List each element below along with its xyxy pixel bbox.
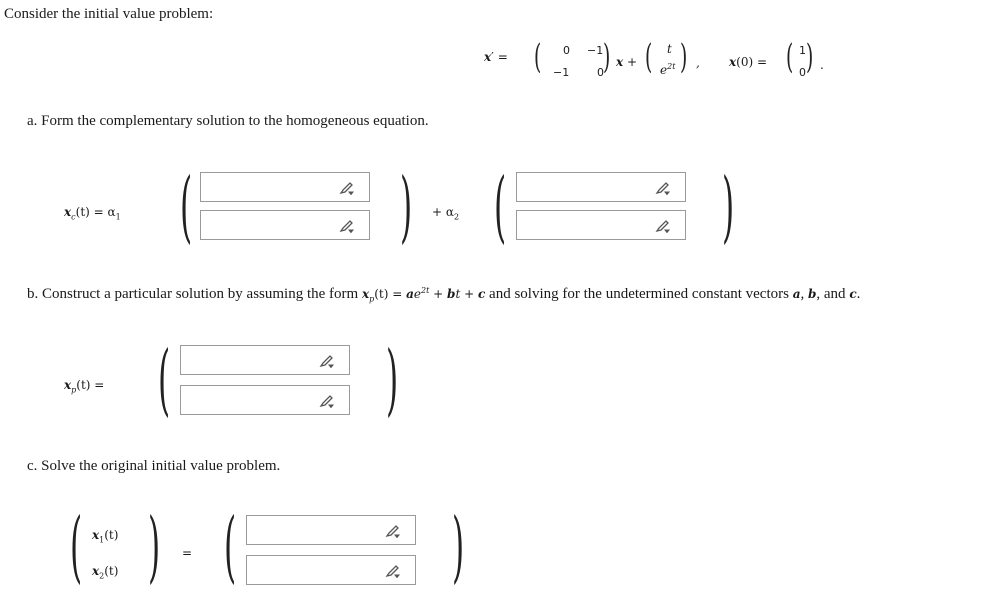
- form-sub: p: [369, 294, 375, 304]
- forcing-top: t: [667, 42, 672, 56]
- xp-sub: p: [71, 385, 77, 395]
- b-vec-bottom-field[interactable]: [185, 389, 309, 413]
- xp-var: x: [64, 378, 72, 392]
- a-vec2-input-bottom[interactable]: [516, 210, 686, 240]
- matrix-cell-00: 0: [563, 44, 570, 57]
- vec-b: b: [808, 287, 817, 301]
- a-vec2-top-field[interactable]: [521, 176, 645, 200]
- ic-top: 1: [799, 44, 806, 57]
- xc-var: x: [64, 205, 72, 219]
- pencil-icon[interactable]: [385, 524, 401, 538]
- x1-var: x: [92, 528, 100, 542]
- matrix-left-paren: (: [534, 37, 542, 77]
- x2-var: x: [92, 564, 100, 578]
- form-a: a: [406, 287, 414, 301]
- c-vec-input-bottom[interactable]: [246, 555, 416, 585]
- a-vec2-left-paren: (: [494, 162, 507, 252]
- a-vec1-right-paren: ): [400, 162, 413, 252]
- form-e: e: [413, 287, 422, 301]
- x2-arg: (t): [104, 564, 119, 578]
- x2-label: [92, 564, 118, 580]
- a-vec1-input-bottom[interactable]: [200, 210, 370, 240]
- ic-equation: [729, 55, 767, 69]
- form-eq: (t) =: [374, 287, 403, 301]
- forcing-exp: 2t: [667, 62, 676, 71]
- part-b-period: .: [856, 286, 861, 302]
- forcing-e: e: [660, 63, 668, 77]
- alpha1-sub: 1: [115, 212, 121, 222]
- pencil-icon[interactable]: [385, 564, 401, 578]
- x1-label: [92, 528, 118, 544]
- xc-rest: (t) = α: [75, 205, 116, 219]
- ivp-times-x: x: [616, 55, 624, 69]
- plus-alpha2: [432, 205, 459, 221]
- ic-bottom: 0: [799, 66, 806, 79]
- b-vec-top-field[interactable]: [185, 349, 309, 373]
- xc-sub: c: [71, 212, 76, 222]
- ic-arg: (0) =: [736, 55, 768, 69]
- pencil-icon[interactable]: [319, 354, 335, 368]
- a-vec1-input-top[interactable]: [200, 172, 370, 202]
- part-b-form: [361, 286, 486, 304]
- pencil-icon[interactable]: [655, 219, 671, 233]
- c-vec-top-field[interactable]: [251, 519, 375, 543]
- ivp-x-plus: [616, 55, 637, 69]
- vec-c: c: [849, 287, 857, 301]
- ic-period: .: [820, 58, 824, 72]
- a-vec2-bottom-field[interactable]: [521, 214, 645, 238]
- part-a-label: a. Form the complementary solution to the homogeneous equation.: [27, 113, 429, 129]
- part-b-comma: ,: [800, 286, 805, 302]
- part-b-label-pre: b. Construct a particular solution by assuming the form: [27, 286, 359, 302]
- x1-arg: (t): [104, 528, 119, 542]
- b-vec-input-bottom[interactable]: [180, 385, 350, 415]
- b-vec-right-paren: ): [386, 335, 399, 425]
- a-vec1-bottom-field[interactable]: [205, 214, 329, 238]
- part-c-label: c. Solve the original initial value problem.: [27, 458, 281, 474]
- forcing-right-paren: ): [680, 37, 688, 77]
- b-vec-left-paren: (: [158, 335, 171, 425]
- forcing-bottom: [660, 62, 675, 77]
- b-vec-input-top[interactable]: [180, 345, 350, 375]
- c-lhs-right-paren: ): [148, 502, 161, 592]
- ic-x-var: x: [729, 55, 737, 69]
- ivp-prime-eq: ′ =: [491, 50, 508, 64]
- ivp-comma: ,: [696, 56, 700, 70]
- ivp-equation: [484, 50, 508, 64]
- c-vec-left-paren: (: [224, 502, 237, 592]
- alpha2-sub: 2: [453, 212, 460, 222]
- matrix-cell-10: −1: [553, 66, 570, 79]
- form-x: x: [361, 287, 370, 301]
- form-plus1: +: [433, 287, 444, 301]
- a-vec1-top-field[interactable]: [205, 176, 329, 200]
- part-b-label: [27, 286, 860, 303]
- form-t: t: [455, 287, 461, 301]
- c-vec-input-top[interactable]: [246, 515, 416, 545]
- a-vec2-input-top[interactable]: [516, 172, 686, 202]
- ivp-x-var: x: [484, 50, 492, 64]
- a-vec1-left-paren: (: [180, 162, 193, 252]
- xc-label: [64, 205, 121, 221]
- x2-sub: 2: [99, 571, 105, 581]
- pencil-icon[interactable]: [339, 181, 355, 195]
- c-equals: =: [182, 546, 193, 560]
- form-plus2: +: [464, 287, 475, 301]
- ic-right-paren: ): [806, 37, 814, 77]
- xp-label: [64, 378, 104, 394]
- plus-alpha2-text: + α: [432, 205, 454, 219]
- ivp-plus: +: [626, 55, 638, 69]
- ic-left-paren: (: [786, 37, 794, 77]
- a-vec2-right-paren: ): [722, 162, 735, 252]
- c-vec-right-paren: ): [452, 502, 465, 592]
- matrix-right-paren: ): [603, 37, 611, 77]
- pencil-icon[interactable]: [655, 181, 671, 195]
- pencil-icon[interactable]: [339, 219, 355, 233]
- c-lhs-left-paren: (: [70, 502, 83, 592]
- matrix-cell-11: 0: [597, 66, 604, 79]
- form-b: b: [447, 287, 456, 301]
- xp-rest: (t) =: [76, 378, 105, 392]
- form-exp: 2t: [421, 286, 430, 295]
- pencil-icon[interactable]: [319, 394, 335, 408]
- forcing-left-paren: (: [645, 37, 653, 77]
- x1-sub: 1: [99, 535, 105, 545]
- form-c: c: [477, 287, 486, 301]
- matrix-cell-01: −1: [587, 44, 604, 57]
- vec-a: a: [792, 287, 801, 301]
- part-b-label-post: and solving for the undetermined constant vectors: [489, 286, 789, 302]
- c-vec-bottom-field[interactable]: [251, 559, 375, 583]
- part-b-and: , and: [816, 286, 846, 302]
- intro-text: Consider the initial value problem:: [4, 6, 214, 22]
